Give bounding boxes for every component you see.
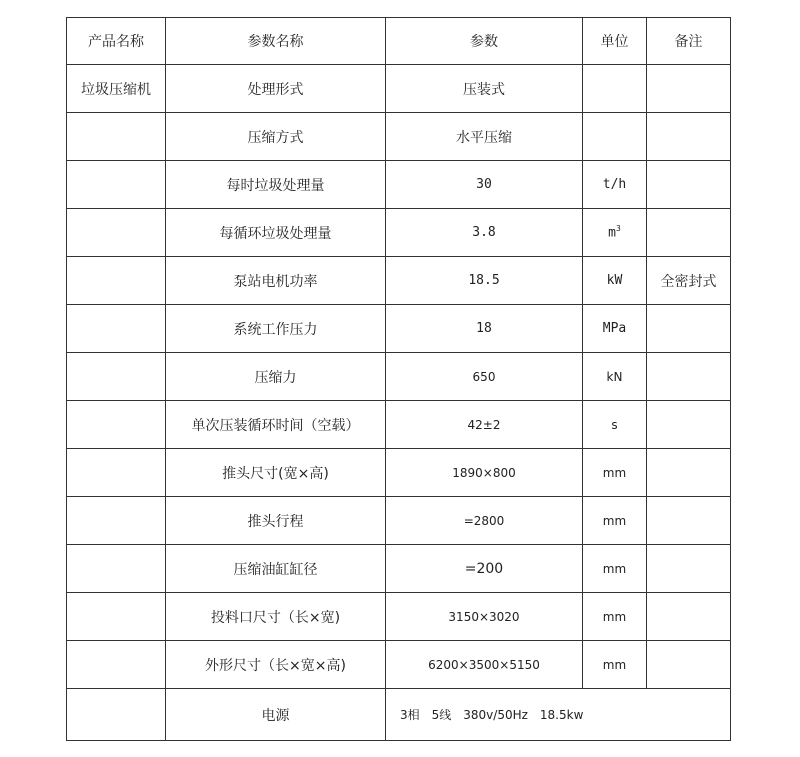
table-row bbox=[67, 497, 731, 545]
note-cell bbox=[647, 209, 731, 257]
product-name-cell bbox=[67, 545, 166, 593]
table-row bbox=[67, 641, 731, 689]
unit-cell bbox=[583, 65, 647, 113]
param-name-cell: 每循环垃圾处理量 bbox=[166, 209, 386, 257]
power-value-cell: 3相 5线 380v/50Hz 18.5kw bbox=[386, 689, 731, 741]
table-row bbox=[67, 545, 731, 593]
unit-cell: mm bbox=[583, 449, 647, 497]
note-cell bbox=[647, 353, 731, 401]
note-cell bbox=[647, 113, 731, 161]
param-value-cell: 压装式 bbox=[386, 65, 583, 113]
note-cell bbox=[647, 65, 731, 113]
table-row-power bbox=[67, 689, 731, 741]
product-name-cell bbox=[67, 209, 166, 257]
unit-superscript: 3 bbox=[616, 224, 621, 234]
unit-text: m bbox=[608, 225, 616, 241]
product-name-cell bbox=[67, 257, 166, 305]
param-name-cell: 压缩力 bbox=[166, 353, 386, 401]
product-name-cell bbox=[67, 449, 166, 497]
table-row bbox=[67, 401, 731, 449]
product-name-cell: 垃圾压缩机 bbox=[67, 65, 166, 113]
unit-cell bbox=[583, 209, 647, 257]
param-value-cell: 6200×3500×5150 bbox=[386, 641, 583, 689]
header-product-name: 产品名称 bbox=[67, 18, 166, 65]
unit-cell: s bbox=[583, 401, 647, 449]
unit-cell: mm bbox=[583, 593, 647, 641]
table-row bbox=[67, 257, 731, 305]
param-value-cell: 18 bbox=[386, 305, 583, 353]
table-row bbox=[67, 449, 731, 497]
header-unit: 单位 bbox=[583, 18, 647, 65]
param-value-cell: 3150×3020 bbox=[386, 593, 583, 641]
product-name-cell bbox=[67, 113, 166, 161]
product-name-cell bbox=[67, 641, 166, 689]
table-row bbox=[67, 353, 731, 401]
product-name-cell bbox=[67, 689, 166, 741]
header-param: 参数 bbox=[386, 18, 583, 65]
note-cell bbox=[647, 161, 731, 209]
table-row bbox=[67, 161, 731, 209]
product-name-cell bbox=[67, 353, 166, 401]
param-name-cell: 推头尺寸(宽×高) bbox=[166, 449, 386, 497]
unit-cell: t/h bbox=[583, 161, 647, 209]
header-param-name: 参数名称 bbox=[166, 18, 386, 65]
param-name-cell: 每时垃圾处理量 bbox=[166, 161, 386, 209]
param-value-cell: 650 bbox=[386, 353, 583, 401]
header-note: 备注 bbox=[647, 18, 731, 65]
product-name-cell bbox=[67, 497, 166, 545]
param-value-cell: =200 bbox=[386, 545, 583, 593]
note-cell bbox=[647, 401, 731, 449]
product-name-cell bbox=[67, 401, 166, 449]
param-name-cell: 压缩油缸缸径 bbox=[166, 545, 386, 593]
param-name-cell: 泵站电机功率 bbox=[166, 257, 386, 305]
table-row bbox=[67, 209, 731, 257]
unit-cell bbox=[583, 113, 647, 161]
param-name-cell: 系统工作压力 bbox=[166, 305, 386, 353]
param-name-cell: 压缩方式 bbox=[166, 113, 386, 161]
param-name-cell: 推头行程 bbox=[166, 497, 386, 545]
note-cell: 全密封式 bbox=[647, 257, 731, 305]
table-row bbox=[67, 113, 731, 161]
param-value-cell: =2800 bbox=[386, 497, 583, 545]
param-value-cell: 3.8 bbox=[386, 209, 583, 257]
unit-cell: mm bbox=[583, 545, 647, 593]
product-name-cell bbox=[67, 161, 166, 209]
note-cell bbox=[647, 305, 731, 353]
table-row bbox=[67, 593, 731, 641]
table-row bbox=[67, 65, 731, 113]
param-value-cell: 42±2 bbox=[386, 401, 583, 449]
unit-cell: kW bbox=[583, 257, 647, 305]
note-cell bbox=[647, 641, 731, 689]
param-value-cell: 30 bbox=[386, 161, 583, 209]
param-value-cell: 18.5 bbox=[386, 257, 583, 305]
param-name-cell: 电源 bbox=[166, 689, 386, 741]
param-name-cell: 单次压装循环时间（空载） bbox=[166, 401, 386, 449]
table-row bbox=[67, 305, 731, 353]
product-name-cell bbox=[67, 305, 166, 353]
param-name-cell: 投料口尺寸（长×宽) bbox=[166, 593, 386, 641]
note-cell bbox=[647, 449, 731, 497]
product-name-cell bbox=[67, 593, 166, 641]
unit-cell: kN bbox=[583, 353, 647, 401]
param-name-cell: 外形尺寸（长×宽×高) bbox=[166, 641, 386, 689]
unit-cell: mm bbox=[583, 497, 647, 545]
note-cell bbox=[647, 545, 731, 593]
unit-cell: mm bbox=[583, 641, 647, 689]
header-row bbox=[67, 18, 731, 65]
note-cell bbox=[647, 593, 731, 641]
note-cell bbox=[647, 497, 731, 545]
param-name-cell: 处理形式 bbox=[166, 65, 386, 113]
param-value-cell: 水平压缩 bbox=[386, 113, 583, 161]
param-value-cell: 1890×800 bbox=[386, 449, 583, 497]
unit-cell: MPa bbox=[583, 305, 647, 353]
spec-table bbox=[66, 17, 731, 741]
